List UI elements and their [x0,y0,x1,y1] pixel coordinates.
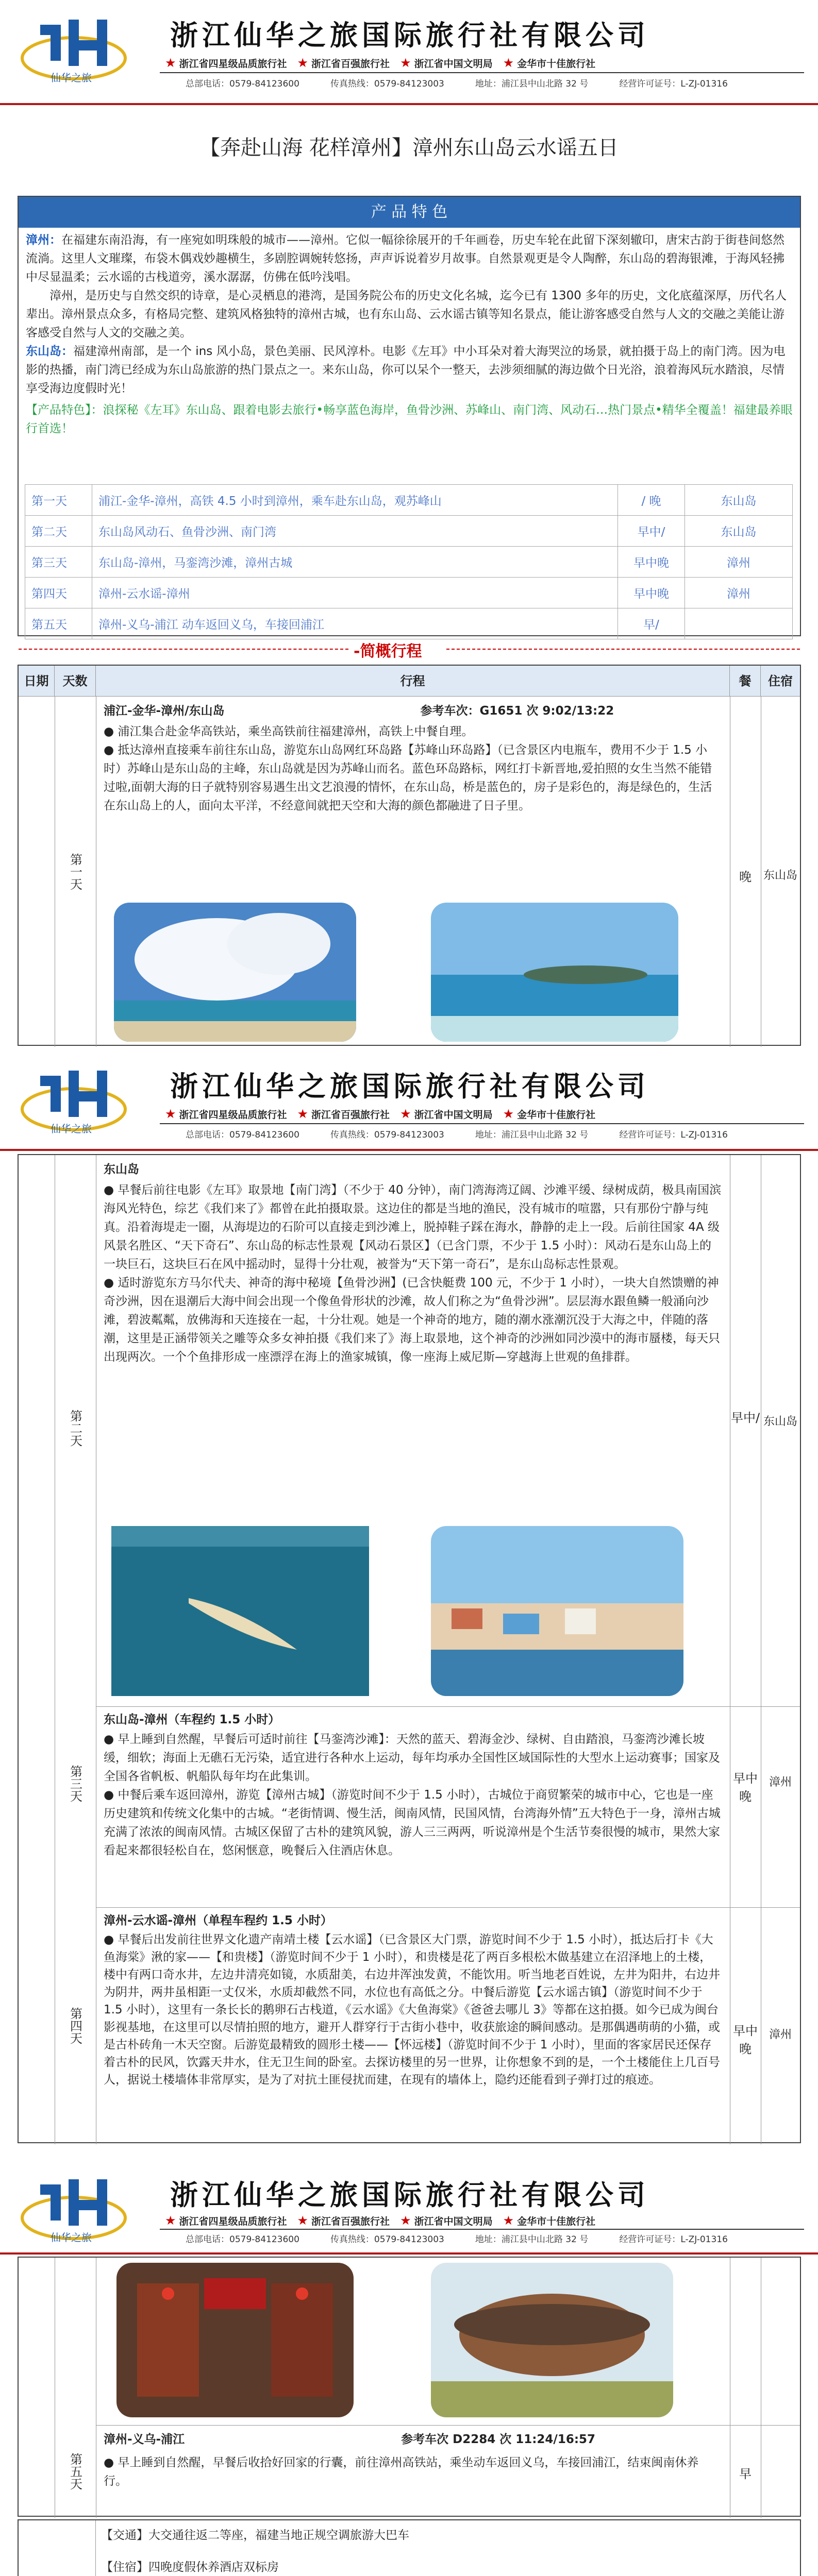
day3-title: 东山岛-漳州（车程约 1.5 小时） [104,1713,280,1726]
day1-desc: ● 浦江集合赴金华高铁站，乘坐高铁前往福建漳州，高铁上中餐自理。 ● 抵达漳州直接乘车前往东山岛，游览东山岛网红环岛路【苏峰山环岛路】（已含景区内电瓶车，费用不少于 1.5 小时）苏峰山是东山岛的主峰，东山岛就是因为苏峰山而名。蓝色环岛路标，网红打卡新晋地,爱拍照的女生当然不能错过啦,面朝大海的日子就特别容易遇生出文艺浪漫的情怀，在东山岛，桥是蓝色的，房子是彩色的，海是绿色的，生活在东山岛上的人，面向太平洋，不经意间就把天空和大海的颜色都融进了日子里。 [104,725,712,812]
header-divider [0,103,818,105]
standard-row: 【交通】大交通往返二等座，福建当地正规空调旅游大巴车 [101,2529,409,2542]
day5-title: 漳州-义乌-浦江 参考车次 D2284 次 11:24/16:57 [104,2433,596,2446]
day2-label: 第二天 [68,1410,82,1447]
honor-2: 浙江省百强旅行社 [311,58,390,70]
table-row: 第四天 漳州-云水谣-漳州 早中晚 漳州 [25,578,793,608]
company-name: 浙江仙华之旅国际旅行社有限公司 [170,1070,649,1103]
day3-meal: 早中晚 [733,1771,758,1804]
intro-p1: 在福建东南沿海，有一座宛如明珠般的城市——漳州。它似一幅徐徐展开的千年画卷，历史车轮在此留下深刻辙印，唐宋古韵于街巷间悠然流淌。这里人文璀璨，布袋木偶戏妙趣横生，多剧腔调婉转悠扬，声声诉说着岁月故事。自然景观更是令人陶醉，东山岛的碧海银滩，于海风轻拂中尽显温柔；云水谣的古栈道旁，溪水潺潺，仿佛在低吟浅唱。 [26,233,784,284]
day1-title: 浦江-金华-漳州/东山岛 参考车次：G1651 次 9:02/13:22 [104,704,614,718]
day4-label: 第四天 [68,2007,82,2044]
logo-text: 仙华之旅 [51,72,92,84]
col-meal: 餐 [730,666,761,697]
col-route: 行程 [96,666,730,697]
col-date: 日期 [19,666,55,697]
features-text [26,231,794,438]
intro-p4: 浪探秘《左耳》东山岛、跟着电影去旅行•畅享蓝色海岸，鱼骨沙洲、苏峰山、南门湾、风动石…热门景点•精华全覆盖！福建最养眼行首选！ [26,403,793,435]
logo-text: 仙华之旅 [51,1123,92,1135]
license: 经营许可证号：L-ZJ-01316 [619,79,728,89]
table-row: 第三天 东山岛-漳州，马銮湾沙滩，漳州古城 早中晚 漳州 [25,547,793,578]
photo-tulou [431,2263,673,2417]
photo-old-street [116,2263,354,2417]
day2-title: 东山岛 [104,1163,139,1176]
header-divider [0,1149,818,1151]
address: 地址：浦江县中山北路 32 号 [475,79,589,89]
star-icon: ★ [297,1107,309,1121]
honor-3: 浙江省中国文明局 [414,58,493,70]
standards-table [18,2519,801,2576]
intro-p3: 福建漳州南部，是一个 ins 风小岛，景色美丽、民风淳朴。电影《左耳》中小耳朵对着大海哭泣的场景，就拍摄于岛上的南门湾。因为电影的热播，南门湾已经成为东山岛旅游的热门景点之一。来东山岛，你可以呆个一整天，去涉须细腻的海边做个日光浴，浪着海风玩水踏浪，尽情享受海边度假时光！ [26,345,786,395]
col-stay: 住宿 [761,666,800,697]
features-heading: 产 品 特 色 [19,197,800,228]
star-icon: ★ [165,1107,176,1121]
day1-meal: 晚 [739,870,752,884]
schedule-table [25,484,793,639]
star-icon: ★ [503,2213,514,2228]
day3-stay: 漳州 [769,1776,792,1789]
page-header-2: 仙华之旅 浙江仙华之旅国际旅行社有限公司 ★ 浙江省四星级品质旅行社 ★ 浙江省百强旅行社 ★ 浙江省中国文明局 ★ 金华市十佳旅行社 总部电话：0579-84123600 传真热线：0579-84123003 地址：浦江县中山北路 32 号 经营许可证号：L-ZJ-01316 [0,1051,818,1149]
fax: 传真热线：0579-84123003 [330,79,444,89]
star-icon: ★ [503,56,514,70]
photo-clouds-beach [114,903,356,1042]
day3-desc: ● 早上睡到自然醒，早餐后可适时前往【马銮湾沙滩】：天然的蓝天、碧海金沙、绿树、自由踏浪，马銮湾沙滩长坡缓，细软；海面上无礁石无污染，适宜进行各种水上运动，每年均承办全国性区域国际性的大型水上运动赛事；国家及全国各省帆板、帆船队每年均在此集训。 ● 中餐后乘车返回漳州，游览【漳州古城】（游览时间不少于 1.5 小时），古城位于商贸繁荣的城市中心，它也是一座历史建筑和传统文化集中的古城。“老街情调、慢生活，闽南风情，民国风情，台湾海外情”五大特色于一身，漳州古城充满了浓浓的闽南风情。古城区保留了古朴的建筑风貌，游人三三两两，听说漳州是个生活节奏很慢的城市，果然大家看起来都很轻松自在，悠闲惬意，晚餐后入住酒店休息。 [104,1733,721,1857]
day5-meal: 早 [739,2467,752,2481]
label-product: 【产品特色】： [26,403,103,417]
itinerary-block-2 [18,1154,801,2143]
label-zhangzhou: 漳州： [26,233,61,247]
phone: 总部电话：0579-84123600 [186,79,299,89]
company-logo [20,9,128,87]
star-icon: ★ [503,1107,514,1121]
itinerary-block-3 [18,2257,801,2517]
day4-meal: 早中晚 [733,2024,758,2056]
star-icon: ★ [165,56,176,70]
flow-title: -简概行程 [354,642,422,660]
table-row: 第二天 东山岛风动石、鱼骨沙洲、南门湾 早中/ 东山岛 [25,516,793,547]
logo-text: 仙华之旅 [51,2231,92,2244]
honors [165,56,804,70]
honor-1: 浙江省四星级品质旅行社 [179,58,287,70]
standard-row: 【住宿】四晚度假休养酒店双标房 [101,2561,279,2574]
table-row: 第五天 漳州-义乌-浦江 动车返回义乌，车接回浦江 早/ [25,608,793,639]
day5-label: 第五天 [68,2453,82,2490]
day4-title: 漳州-云水谣-漳州（单程车程约 1.5 小时） [104,1914,332,1927]
star-icon: ★ [400,1107,411,1121]
photo-sea-island [431,903,678,1042]
photo-harbor-town [431,1526,683,1696]
day2-meal: 早中/ [730,1411,760,1425]
intro-p2: 漳州，是历史与自然交织的诗章，是心灵栖息的港湾，是国务院公布的历史文化名城，迄今已有 1300 多年的历史，文化底蕴深厚，历代名人辈出。漳州景点众多，有格局完整、建筑风格独特的漳州古城，也有东山岛、云水谣古镇等知名景点，能让游客感受自然与人文的交融之美能让游客感受自然与人文的交融之美。 [26,289,787,340]
page-header-3: 仙华之旅 浙江仙华之旅国际旅行社有限公司 ★ 浙江省四星级品质旅行社 ★ 浙江省百强旅行社 ★ 浙江省中国文明局 ★ 金华市十佳旅行社 总部电话：0579-84123600 传真热线：0579-84123003 地址：浦江县中山北路 32 号 经营许可证号：L-ZJ-01316 [0,2164,818,2251]
page-header-1 [0,0,818,98]
day4-stay: 漳州 [769,2028,792,2041]
day4-desc: ● 早餐后出发前往世界文化遗产南靖土楼【云水谣】（已含景区大门票，游览时间不少于 1.5 小时），抵达后打卡《大鱼海棠》湫的家——【和贵楼】（游览时间不少于 1 小时），和贵楼是花了两百多根松木做基建立在沼泽地上的土楼，楼中有两口奇水井，左边井清亮如镜，水质甜美，右边井浑浊发黄，不能饮用。听当地老百姓说，左井为阳井，右边井为阴井，两井虽相距一丈仅米，水质却截然不同，水位也有高低之分。中餐后游览【云水谣古镇】（游览时间不少于 1.5 小时），这里有一条长长的鹅卵石古栈道，《云水谣》《大鱼海棠》《爸爸去哪儿 3》等都在这拍摄。如今已成为闽台影视基地，在这里可以尽情拍照的地方，避开人群穿行于古街小巷中，收获旅途的瞬间感动。是那偶遇萌萌的小猫，或是古朴砖角一木天空窗。后游览最精致的圆形土楼——【怀远楼】（游览时间不少于 1 小时），里面的客家居民还保存着古朴的民风，饮露天井水，住无卫生间的卧室。去探访楼里的另一世界，让你想象不到的是，一个土楼能住上几百号人，据说土楼墙体非常厚实，是为了对抗土匪侵扰而建，在现有的墙体上，隐约还能看到子弹打过的痕迹。 [104,1933,720,2087]
star-icon: ★ [400,56,411,70]
day1-label: 第一天 [68,853,82,890]
company-name: 浙江仙华之旅国际旅行社有限公司 [170,19,649,52]
star-icon: ★ [297,2213,309,2228]
day1-stay: 东山岛 [763,869,797,882]
day5-desc: ● 早上睡到自然醒，早餐后收拾好回家的行囊，前往漳州高铁站，乘坐动车返回义乌，车接回浦江，结束闽南休养行。 [104,2456,699,2488]
photo-sandbar [111,1526,369,1696]
col-days: 天数 [55,666,96,697]
page-title: 【奔赴山海 花样漳州】漳州东山岛云水谣五日 [199,136,619,160]
star-icon: ★ [297,56,309,70]
contact-info [186,76,804,89]
company-name: 浙江仙华之旅国际旅行社有限公司 [170,2178,649,2211]
day2-desc: ● 早餐后前往电影《左耳》取景地【南门湾】（不少于 40 分钟），南门湾海湾辽阔、沙滩平缓、绿树成荫，极具南国滨海风光特色，综艺《我们来了》都曾在此拍摄取景。这边住的都是当地的渔民，没有城市的喧嚣，只有那份宁静与纯真。沿着海堤走一圈，从海堤边的石阶可以直接走到沙滩上，脱掉鞋子踩在海水，静静的走上一段。后前往国家 4A 级风景名胜区、“天下奇石”、东山岛的标志性景观【风动石景区】（已含门票，不少于 1.5 小时）：风动石是东山岛上的一块巨石，这块巨石在风中摇动时，显得十分壮观，被誉为“天下第一奇石”，是东山岛标志性景观。 ● 适时游览东方马尔代夫、神奇的海中秘境【鱼骨沙洲】(已含快艇费 100 元，不少于 1 小时），一块大自然馈赠的神奇沙洲，因在退潮后大海中间会出现一个像鱼骨形状的沙滩，故人们称之为“鱼骨沙洲”。层层海水跟鱼鳞一般涌向沙滩，碧波粼粼，放佛海和天连接在一起，十分壮观。她是一个神奇的地方，随的潮水涨潮沉没于大海之中，伴随的落潮，这里是正涵带领关之雕等众多女神拍摄《我们来了》海上取景地，这个神奇的沙洲如同沙漠中的海市蜃楼，每天只出现两次。一个个鱼排形成一座漂浮在海上的渔家城镇，像一座海上威尼斯—穿越海上世观的鱼排群。 [104,1183,722,1364]
star-icon: ★ [165,2213,176,2228]
itinerary-block-1 [18,665,801,1046]
star-icon: ★ [400,2213,411,2228]
table-row: 第一天 浦江-金华-漳州，高铁 4.5 小时到漳州，乘车赴东山岛，观苏峰山 / 晚 东山岛 [25,485,793,516]
header-divider [0,2252,818,2255]
standards-label [19,2520,96,2576]
honor-4: 金华市十佳旅行社 [517,58,596,70]
flow-title-bar [19,641,800,660]
label-dongshan: 东山岛： [26,345,73,358]
day3-label: 第三天 [68,1765,82,1802]
day2-stay: 东山岛 [763,1415,797,1428]
